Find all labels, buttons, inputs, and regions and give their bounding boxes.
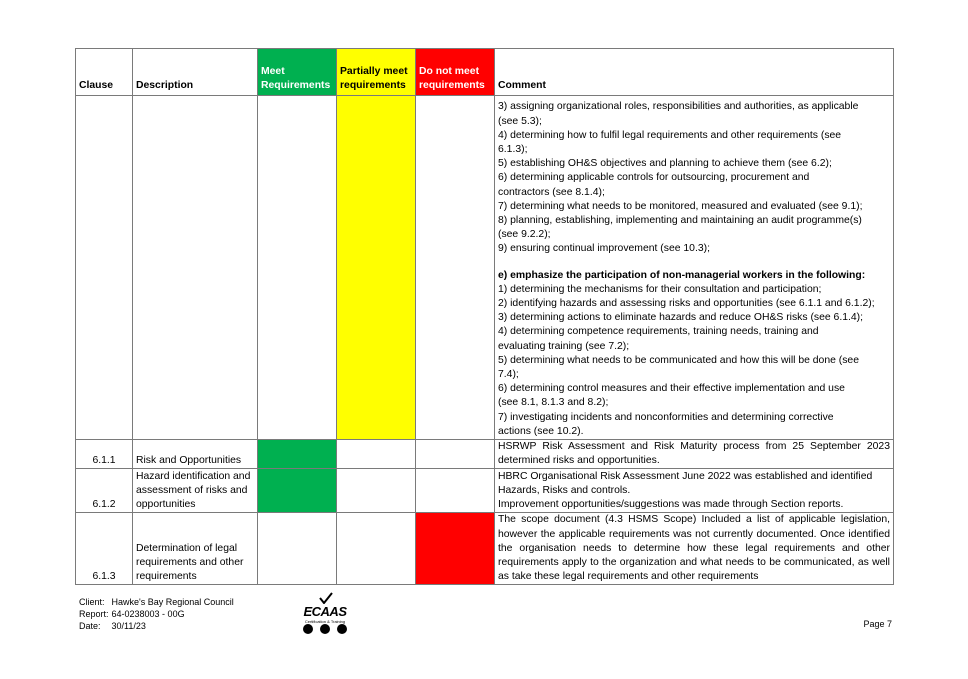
description-cell: Hazard identification and assessment of risks and opportunities — [133, 469, 258, 513]
checkmark-icon — [319, 592, 333, 604]
comment-line: 1) determining the mechanisms for their consultation and participation; — [498, 283, 822, 295]
header-comment: Comment — [495, 49, 894, 96]
not-meet-cell — [416, 96, 495, 440]
comment-line: 7) determining what needs to be monitored, measured and evaluated (see 9.1); — [498, 200, 863, 212]
clause-cell: 6.1.2 — [76, 469, 133, 513]
meet-cell — [258, 513, 337, 585]
accreditation-marks — [303, 624, 347, 634]
comment-line: HBRC Organisational Risk Assessment June 2022 was established and identified — [498, 470, 873, 482]
clause-cell: 6.1.1 — [76, 440, 133, 469]
clause-cell — [76, 96, 133, 440]
comment-line: evaluating training (see 7.2); — [498, 340, 630, 352]
comment-line: 7.4); — [498, 368, 519, 380]
header-description: Description — [133, 49, 258, 96]
header-meet: Meet Requirements — [258, 49, 337, 96]
comment-line: 8) planning, establishing, implementing and maintaining an audit programme(s) — [498, 214, 862, 226]
ecaas-logo — [297, 592, 353, 636]
spacer — [498, 257, 890, 269]
comment-cell: The scope document (4.3 HSMS Scope) Included a list of applicable legislation, however the applicable requirements was not currently documented. Once identified the organisation needs to determine how these legal requirements and other requirements apply to the organization and what needs to be communicated, as well as take these legal requirements and other requirements — [495, 513, 894, 585]
logo-brand: ECAAS — [303, 604, 347, 619]
meet-cell-marked — [258, 469, 337, 513]
header-not-meet: Do not meet requirements — [416, 49, 495, 96]
accreditation-mark-icon — [320, 624, 330, 634]
footer-report: Report: 64-0238003 - 00G — [79, 609, 185, 619]
not-meet-cell — [416, 469, 495, 513]
comment-line: 9) ensuring continual improvement (see 10.3); — [498, 243, 710, 255]
comment-line: actions (see 10.2). — [498, 425, 584, 437]
comment-line: 7) investigating incidents and nonconformities and determining corrective — [498, 411, 834, 423]
header-row — [76, 49, 894, 96]
description-cell: Determination of legal requirements and other requirements — [133, 513, 258, 585]
header-partial: Partially meet requirements — [337, 49, 416, 96]
comment-cell — [495, 469, 894, 513]
logo-tagline: Certification & Training — [304, 619, 346, 624]
comment-line: 2) identifying hazards and assessing risks and opportunities (see 6.1.1 and 6.1.2); — [498, 297, 875, 309]
comment-line: (see 8.1, 8.1.3 and 8.2); — [498, 397, 609, 409]
comment-line: 4) determining how to fulfil legal requirements and other requirements (see — [498, 129, 842, 141]
comment-line: Hazards, Risks and controls. — [498, 485, 631, 496]
table-row-6-1-1 — [76, 440, 894, 469]
comment-line: 6.1.3); — [498, 143, 528, 155]
description-cell — [133, 96, 258, 440]
comment-line: (see 5.3); — [498, 115, 542, 127]
description-cell: Risk and Opportunities — [133, 440, 258, 469]
audit-table — [75, 48, 894, 585]
clause-cell: 6.1.3 — [76, 513, 133, 585]
partial-cell — [337, 513, 416, 585]
comment-line: 6) determining control measures and their effective implementation and use — [498, 383, 845, 395]
footer-client: Client: Hawke's Bay Regional Council — [79, 597, 234, 607]
header-clause: Clause — [76, 49, 133, 96]
table-row-6-1-2 — [76, 469, 894, 513]
partial-cell — [337, 469, 416, 513]
comment-line: 3) assigning organizational roles, responsibilities and authorities, as applicable — [498, 101, 859, 113]
not-meet-cell — [416, 440, 495, 469]
footer-date: Date: 30/11/23 — [79, 621, 146, 631]
comment-line: 5) establishing OH&S objectives and planning to achieve them (see 6.2); — [498, 158, 832, 170]
meet-cell — [258, 96, 337, 440]
not-meet-cell-marked — [416, 513, 495, 585]
partial-cell — [337, 440, 416, 469]
comment-line: 4) determining competence requirements, training needs, training and — [498, 326, 819, 338]
meet-cell-marked — [258, 440, 337, 469]
comment-cell: HSRWP Risk Assessment and Risk Maturity process from 25 September 2023 determined risks and opportunities. — [495, 440, 894, 469]
accreditation-mark-icon — [337, 624, 347, 634]
accreditation-mark-icon — [303, 624, 313, 634]
comment-line: 5) determining what needs to be communicated and how this will be done (see — [498, 354, 859, 366]
table-row-continued — [76, 96, 894, 440]
comment-cell — [495, 96, 894, 440]
table-row-6-1-3 — [76, 513, 894, 585]
comment-line: 3) determining actions to eliminate hazards and reduce OH&S risks (see 6.1.4); — [498, 312, 864, 324]
page-number: Page 7 — [863, 619, 892, 629]
section-e-heading: e) emphasize the participation of non-managerial workers in the following: — [498, 269, 866, 281]
comment-line: (see 9.2.2); — [498, 229, 551, 241]
comment-line: Improvement opportunities/suggestions was made through Section reports. — [498, 499, 844, 511]
comment-line: contractors (see 8.1.4); — [498, 186, 605, 198]
partial-cell-marked — [337, 96, 416, 440]
comment-line: 6) determining applicable controls for outsourcing, procurement and — [498, 172, 810, 184]
footer-info — [79, 596, 234, 632]
